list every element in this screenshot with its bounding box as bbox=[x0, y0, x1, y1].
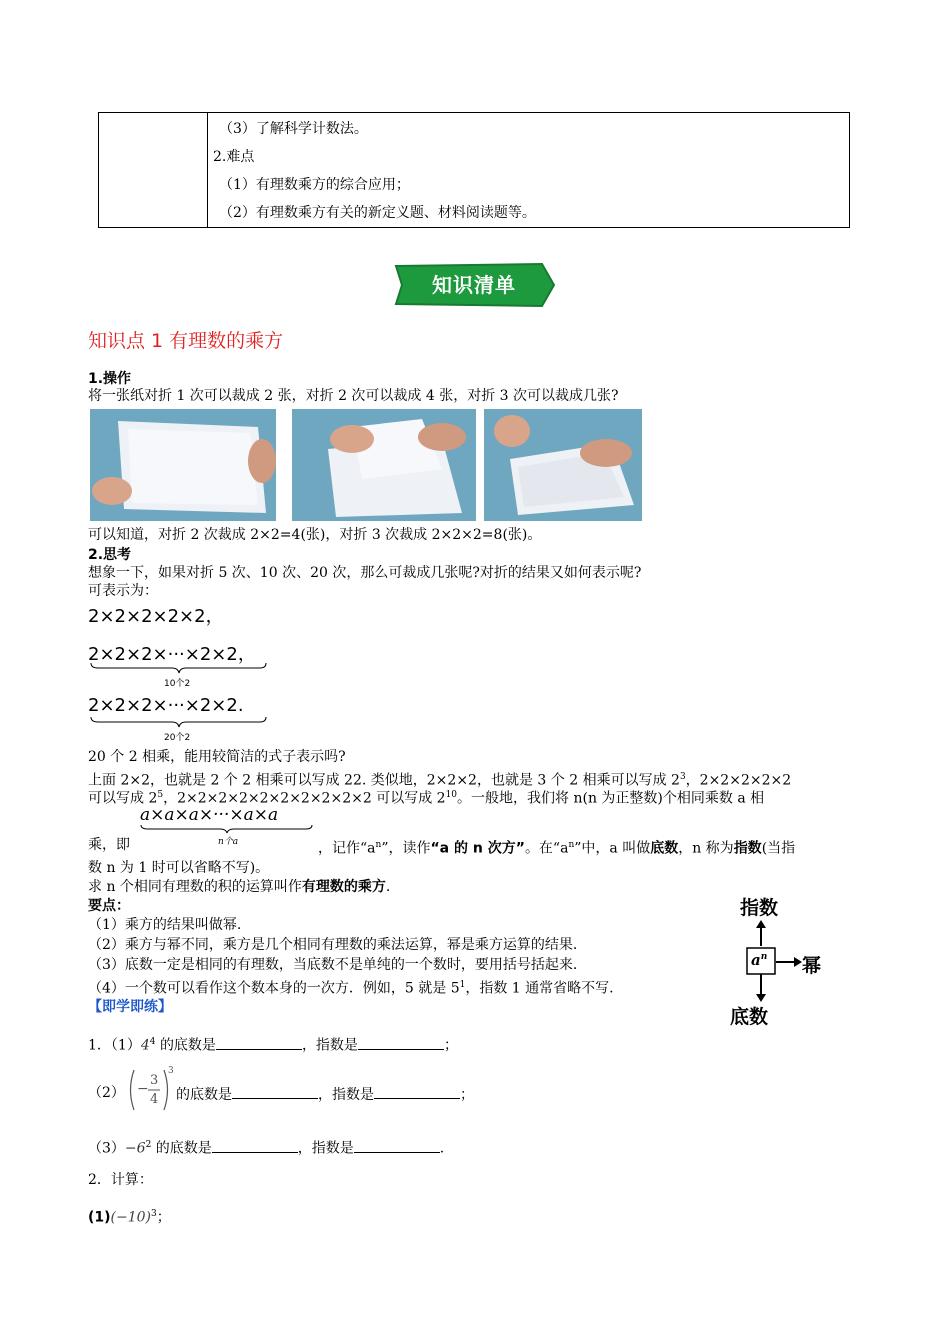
expr-a-product: a×a×a×···×a×a bbox=[140, 805, 279, 825]
table-row-4: （2）有理数乘方有关的新定义题、材料阅读题等。 bbox=[219, 205, 536, 221]
practice-heading: 【即学即练】 bbox=[88, 999, 172, 1015]
key-point-4: （4）一个数可以看作这个数本身的一次方．例如，5 就是 $5^1$，指数 1 通常省略不写. bbox=[88, 980, 614, 997]
op-heading: 1.操作 bbox=[88, 371, 132, 387]
table-row-3: （1）有理数乘方的综合应用； bbox=[219, 177, 410, 193]
diagram-center: $a^n$ bbox=[751, 951, 768, 969]
question-2-heading: 2．计算： bbox=[88, 1172, 153, 1188]
question-1-3: $(3)-6^2$ 的底数是 ，指数是 . bbox=[88, 1136, 444, 1158]
question-20: 20 个 2 相乘，能用较简洁的式子表示吗? bbox=[88, 749, 346, 765]
op-result: 可以知道，对折 2 次裁成 2×2=4(张)，对折 3 次裁成 2×2×2=8(张)。 bbox=[88, 527, 542, 543]
hands-folding-paper-image bbox=[90, 409, 276, 521]
hands-folding-paper-image-3 bbox=[484, 409, 642, 521]
key-point-1: （1）乘方的结果叫做幂. bbox=[88, 917, 242, 933]
fraction-sign: − bbox=[137, 1081, 149, 1097]
brace-label-10: 10个2 bbox=[164, 679, 191, 689]
fraction-exponent: 3 bbox=[168, 1066, 174, 1076]
question-1-2: 的底数是 ，指数是 ； bbox=[176, 1084, 474, 1104]
table-row-2: 2.难点 bbox=[213, 149, 255, 165]
underbrace-10 bbox=[90, 662, 268, 674]
knowledge-banner bbox=[392, 262, 556, 308]
folding-photo-3 bbox=[484, 409, 642, 521]
think-text: 想象一下，如果对折 5 次、10 次、20 次，那么可裁成几张呢?对折的结果又如何表示呢? bbox=[88, 565, 642, 581]
table-divider bbox=[207, 113, 208, 227]
answer-blank[interactable] bbox=[374, 1084, 460, 1099]
key-heading: 要点： bbox=[88, 898, 130, 914]
answer-blank[interactable] bbox=[216, 1035, 302, 1050]
brace-label-20: 20个2 bbox=[164, 733, 191, 743]
para-3: ，记作“$a^n$”，读作“a 的 n 次方”。在“$a^n$”中，a 叫做底数，n 称为指数(当指 bbox=[318, 840, 796, 857]
power-diagram-arrows bbox=[738, 918, 804, 1004]
underbrace-20 bbox=[90, 716, 268, 728]
folding-photo-2 bbox=[292, 409, 476, 521]
banner-label: 知识清单 bbox=[432, 273, 516, 297]
fraction-numerator: 3 bbox=[150, 1073, 159, 1088]
underbrace-n bbox=[140, 824, 316, 834]
para-2: 可以写成 $2^5$，2×2×2×2×2×2×2×2×2×2 可以写成 $2^{10}$。一般地，我们将 n(n 为正整数)个相同乘数 a 相 bbox=[88, 790, 765, 807]
section-title: 知识点 1 有理数的乘方 bbox=[88, 330, 284, 352]
expr-ten-twos: 2×2×2×···×2×2， bbox=[88, 644, 256, 665]
answer-blank[interactable] bbox=[354, 1138, 440, 1153]
para-4: 数 n 为 1 时可以省略不写)。 bbox=[88, 860, 270, 876]
can-express-label: 可表示为： bbox=[88, 583, 158, 599]
folding-photo-1 bbox=[90, 409, 276, 521]
diagram-power-label: 幂 bbox=[802, 955, 822, 977]
brace-label-n: n个a bbox=[218, 837, 239, 847]
diagram-exponent-label: 指数 bbox=[740, 897, 779, 919]
para-3-start: 乘，即 bbox=[88, 837, 130, 853]
question-2-1: $(1)(-10)^3$； bbox=[88, 1209, 171, 1226]
para-5: 求 n 个相同有理数的积的运算叫作有理数的乘方. bbox=[88, 879, 391, 895]
question-1-2-prefix: （2） bbox=[88, 1085, 125, 1101]
hands-folding-paper-image-2 bbox=[292, 409, 476, 521]
expr-five-twos: 2×2×2×2×2， bbox=[88, 606, 224, 627]
answer-blank[interactable] bbox=[358, 1035, 444, 1050]
question-1-1: 1．$(1)4^4$ 的底数是 ，指数是 ； bbox=[88, 1033, 458, 1055]
fraction-expr bbox=[128, 1068, 174, 1112]
key-point-2: （2）乘方与幂不同，乘方是几个相同有理数的乘法运算，幂是乘方运算的结果. bbox=[88, 937, 578, 953]
think-heading: 2.思考 bbox=[88, 547, 132, 563]
objectives-table bbox=[98, 112, 850, 228]
answer-blank[interactable] bbox=[212, 1138, 298, 1153]
op-text: 将一张纸对折 1 次可以裁成 2 张，对折 2 次可以裁成 4 张，对折 3 次可以裁成几张? bbox=[88, 388, 619, 404]
table-row-1: （3）了解科学计数法。 bbox=[219, 121, 368, 137]
para-1: 上面 2×2，也就是 2 个 2 相乘可以写成 22. 类似地，2×2×2，也就是 3 个 2 相乘可以写成 $2^3$，2×2×2×2×2 bbox=[88, 772, 792, 789]
fraction-denominator: 4 bbox=[150, 1092, 159, 1107]
answer-blank[interactable] bbox=[232, 1084, 318, 1099]
expr-twenty-twos: 2×2×2×···×2×2. bbox=[88, 695, 244, 716]
key-point-3: （3）底数一定是相同的有理数，当底数不是单纯的一个数时，要用括号括起来. bbox=[88, 957, 578, 973]
diagram-base-label: 底数 bbox=[730, 1006, 769, 1028]
